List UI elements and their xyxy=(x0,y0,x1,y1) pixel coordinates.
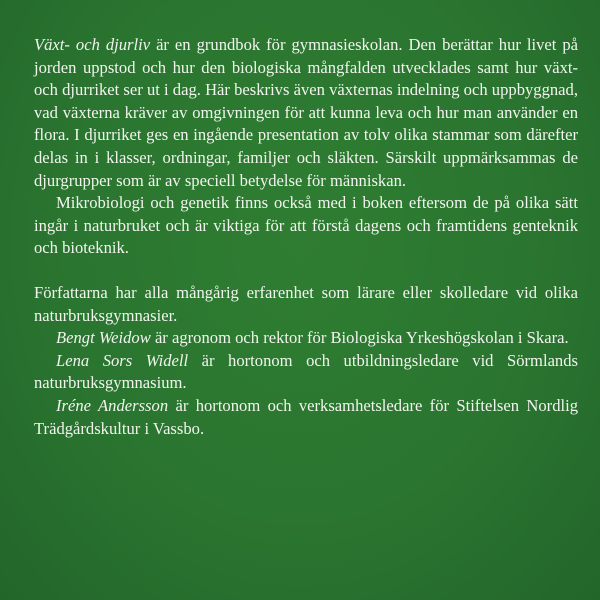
authors-intro: Författarna har alla mångårig erfarenhet som lärare eller skolledare vid olika naturbruksgymnasier. xyxy=(34,282,578,325)
author-name: Bengt Weidow xyxy=(56,328,151,348)
book-description xyxy=(34,34,578,260)
author-entry xyxy=(34,327,578,350)
description-paragraph-1-text: är en grundbok för gymnasieskolan. Den berättar hur livet på jorden uppstod och hur den biologiska mångfalden utvecklades samt hur växt- och djurriket ser ut i dag. Här beskrivs även växternas indelning och uppbyggnad, vad växterna kräver av omgivningen för att kunna leva och hur man använder en flora. I djurriket ges en ingående presentation av tolv olika stammar som därefter delas in i klasser, ordningar, familjer och släkten. Särskilt uppmärksammas de djurgrupper som är av speciell betydelse för människan. xyxy=(34,35,578,190)
book-title: Växt- och djurliv xyxy=(34,35,151,54)
description-paragraph-2: Mikrobiologi och genetik finns också med i boken eftersom de på olika sätt ingår i naturbruket och är viktiga för att förstå dagens och framtidens genteknik och bioteknik. xyxy=(34,193,578,258)
author-description: är agronom och rektor för Biologiska Yrkeshögskolan i Skara. xyxy=(150,328,569,348)
author-entry xyxy=(34,350,578,395)
description-paragraph-1 xyxy=(34,34,578,192)
author-name: Lena Sors Widell xyxy=(56,350,189,370)
author-entry xyxy=(34,395,578,440)
author-description: är hortonom och verksamhetsledare för Stiftelsen Nordlig Trädgårdskultur i Vassbo. xyxy=(34,395,579,438)
author-section xyxy=(34,282,578,440)
author-name: Iréne Andersson xyxy=(56,395,169,415)
author-description: är hortonom och utbildningsledare vid Sörmlands naturbruksgymnasium. xyxy=(34,350,578,393)
